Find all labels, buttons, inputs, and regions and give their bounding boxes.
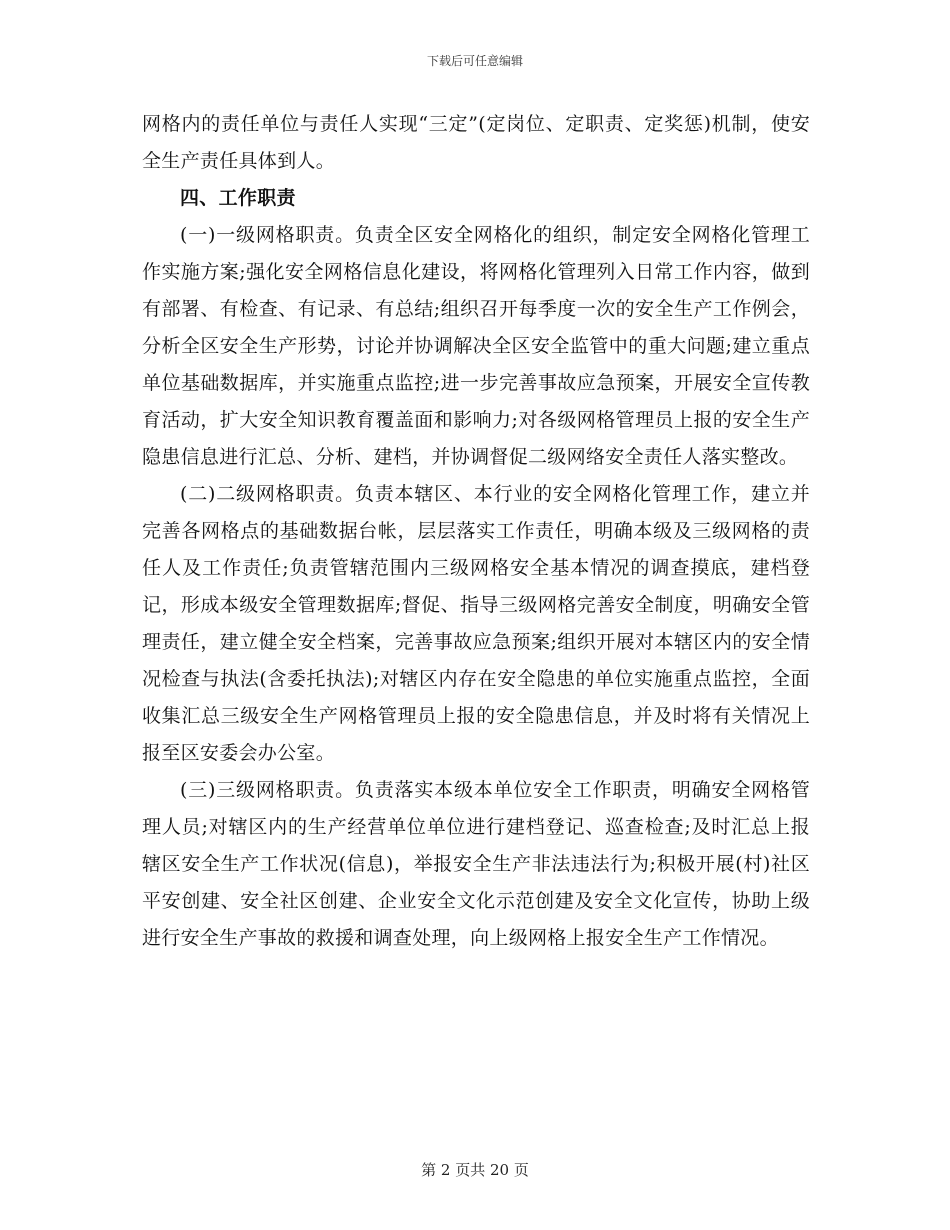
paragraph-level-2-duties: (二)二级网格职责。负责本辖区、本行业的安全网格化管理工作，建立并完善各网格点的基础数据台帐，层层落实工作责任，明确本级及三级网格的责任人及工作责任;负责管辖范围内三级网格安全基本情况的调查摸底，建档登记，形成本级安全管理数据库;督促、指导三级网格完善安全制度，明确安全管理责任，建立健全安全档案，完善事故应急预案;组织开展对本辖区内的安全情况检查与执法(含委托执法);对辖区内存在安全隐患的单位实施重点监控，全面收集汇总三级安全生产网格管理员上报的安全隐患信息，并及时将有关情况上报至区安委会办公室。 bbox=[142, 483, 810, 764]
page-header-note: 下载后可任意编辑 bbox=[426, 54, 523, 68]
continuation-paragraph: 网格内的责任单位与责任人实现“三定”(定岗位、定职责、定奖惩)机制，使安全生产责任具体到人。 bbox=[142, 113, 810, 172]
document-body bbox=[142, 106, 810, 957]
section-heading: 四、工作职责 bbox=[180, 187, 296, 209]
paragraph-level-1-duties: (一)一级网格职责。负责全区安全网格化的组织，制定安全网格化管理工作实施方案;强化安全网格信息化建设，将网格化管理列入日常工作内容，做到有部署、有检查、有记录、有总结;组织召开每季度一次的安全生产工作例会，分析全区安全生产形势，讨论并协调解决全区安全监管中的重大问题;建立重点单位基础数据库，并实施重点监控;进一步完善事故应急预案，开展安全宣传教育活动，扩大安全知识教育覆盖面和影响力;对各级网格管理员上报的安全生产隐患信息进行汇总、分析、建档，并协调督促二级网络安全责任人落实整改。 bbox=[142, 224, 810, 468]
page-number-footer: 第 2 页共 20 页 bbox=[421, 1161, 529, 1179]
paragraph-level-3-duties: (三)三级网格职责。负责落实本级本单位安全工作职责，明确安全网格管理人员;对辖区内的生产经营单位单位进行建档登记、巡查检查;及时汇总上报辖区安全生产工作状况(信息)，举报安全生产非法违法行为;积极开展(村)社区平安创建、安全社区创建、企业安全文化示范创建及安全文化宣传，协助上级进行安全生产事故的救援和调查处理，向上级网格上报安全生产工作情况。 bbox=[142, 779, 810, 949]
